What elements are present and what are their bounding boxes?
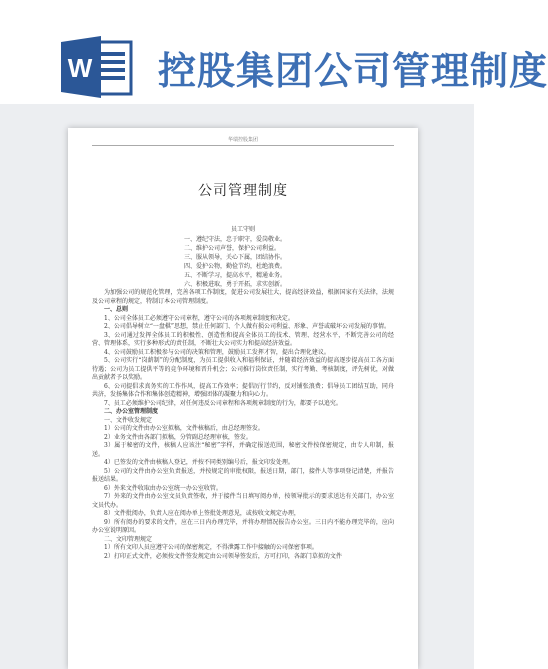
body-paragraph: 1、公司全体员工必须遵守公司章程，遵守公司的各项规章制度和决定。 (104, 314, 294, 322)
banner-title: 控股集团公司管理制度 (158, 49, 548, 93)
banner (0, 0, 548, 100)
body-paragraphs (92, 289, 394, 561)
body-paragraph: 5）公司的文件由办公室负责报送，并按规定的审批权限，报送日期，部门，接件人等事项登记清楚，并报告报送结果。 (92, 467, 394, 483)
body-paragraph: 1）所有文印人员应遵守公司的保密规定，不得泄露工作中接触的公司保密事项。 (104, 544, 318, 551)
body-paragraph: 8）文件批阅办，负责人应在阅办单上签批处理意见，或按收文规定办理， (104, 510, 300, 517)
body-paragraph: 6、公司提倡求真务实的工作作风，提高工作效率；提倡厉行节约，反对铺张浪费；倡导员工团结互助，同舟共济，发扬集体合作和集体创造精神，增强团体的凝聚力和向心力。 (92, 382, 394, 398)
body-paragraph: 2）打印正式文件，必须按文件签发规定由公司领导签发后，方可打印，各部门草拟的文件 (104, 552, 342, 560)
section-heading: 二、办公室管理制度 (104, 408, 159, 415)
document-page (68, 128, 418, 669)
rule-item: 二、维护公司声誉，保护公司利益。 (184, 245, 281, 252)
body-paragraph: 3、公司通过发挥全体员工的积极性、创造性和提高全体员工的技术、管理、经营水平，不断完善公司的经营、管理体系，实行多种形式的责任制，不断壮大公司实力和提高经济效益。 (92, 331, 394, 347)
body-paragraph: 7、员工必须维护公司纪律，对任何违反公司章程和各项规章制度的行为，都要予以追究。 (104, 399, 342, 407)
rule-item: 一、遵纪守法，忠于职守，爱岗敬业。 (184, 236, 287, 243)
body-paragraph: 一、文件收发规定 (104, 416, 153, 424)
body-paragraph: 7）外来的文件由办公室文员负责签收，并于接件当日填写阅办单，按领导批示的要求送达有关部门，办公室文员代办。 (92, 493, 394, 509)
body-paragraph: 6）外来文件收取由办公室统一办公室收管。 (104, 484, 222, 492)
rule-item: 三、服从领导，关心下属，团结协作。 (184, 254, 287, 261)
rules-list (92, 235, 394, 289)
body-paragraph: 二、文印管理规定 (104, 535, 153, 543)
body-paragraph: 2、公司倡导树立“一盘棋”思想，禁止任何部门、个人做有损公司利益、形象、声誉或破坏公司发展的事情。 (104, 323, 390, 330)
page-content (92, 128, 394, 561)
rule-item: 五、不断学习，提高水平，精通业务。 (184, 272, 287, 279)
body-paragraph: 3）属于秘密的文件，核稿人应该注“秘密”字样，并确定报送范围，秘密文件按保密规定，由专人印制，报送。 (92, 442, 394, 458)
body-paragraph: 为加强公司的规范化管理，完善各项工作制度，促进公司发展壮大，提高经济效益，根据国家有关法律，法规及公司章程的规定，特制订本公司管理制度。 (92, 289, 394, 305)
body-paragraph: 1）公司的文件由办公室拟稿，文件核稿后，由总经理签发。 (104, 425, 264, 432)
body-paragraph: 5、公司实行“岗薪制”的分配制度，为员工提供收入和福利保证，并随着经济效益的提高逐步提高员工各方面待遇；公司为员工提供平等的竞争环境和晋升机会；公司推行岗位责任制，实行考勤、考核制度，评先树优，对做出贡献者予以奖励。 (92, 357, 394, 381)
body-paragraph: 9）所有阅办的要求的文件，应在三日内办理完毕，并将办理情况报告办公室。三日内不能办理完毕的，应向办公室说明原因。 (92, 518, 394, 534)
word-document-icon (61, 36, 133, 98)
rule-item: 六、积极进取，勇于开拓，求实创新。 (184, 281, 287, 288)
body-paragraph: 2）业务文件由各部门拟稿，分管副总经理审核，签发。 (104, 433, 252, 441)
rule-item: 四、爱护公物，勤俭节约，杜绝浪费。 (184, 263, 287, 270)
body-paragraph: 4）已签发的文件由核稿人登记，并按不同类别编号后，报文印发处理。 (104, 459, 294, 466)
section-heading: 一、总则 (104, 306, 129, 313)
page-header: 华瑞控股集团 (92, 136, 394, 146)
document-title: 公司管理制度 (198, 183, 288, 199)
word-icon-letter: W (67, 53, 93, 83)
section-title: 员工守则 (230, 226, 255, 233)
body-paragraph: 4、公司鼓励员工积极参与公司的决策和管理，鼓励员工发挥才智，提出合理化建议。 (104, 348, 330, 356)
